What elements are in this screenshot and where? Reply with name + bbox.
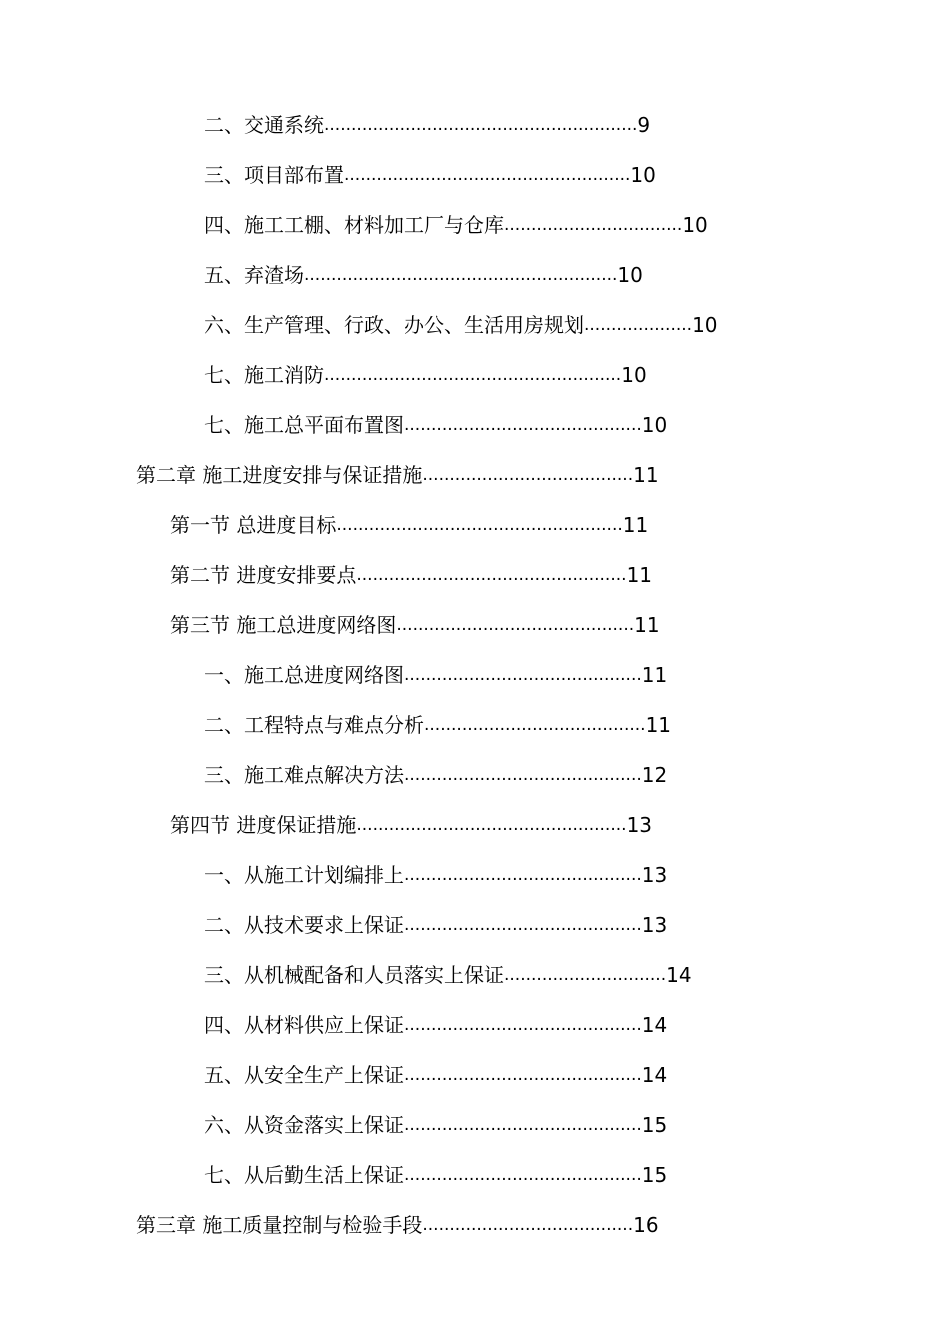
toc-entry[interactable] — [204, 360, 647, 390]
toc-entry-page: 11 — [634, 613, 660, 637]
toc-entry[interactable] — [136, 1210, 659, 1240]
toc-entry[interactable] — [204, 160, 656, 190]
toc-entry[interactable] — [136, 460, 659, 490]
toc-entry-page: 10 — [630, 163, 656, 187]
toc-entry-title: 四、施工工棚、材料加工厂与仓库 — [204, 213, 504, 237]
toc-entry-title: 二、交通系统 — [204, 113, 324, 137]
toc-entry-page: 15 — [641, 1113, 668, 1137]
dot-leader: .......................................................... — [304, 265, 618, 285]
toc-entry-page: 10 — [692, 313, 718, 337]
toc-entry-page: 9 — [637, 113, 651, 137]
toc-entry-page: 16 — [633, 1213, 659, 1237]
toc-entry-title: 七、从后勤生活上保证 — [204, 1163, 404, 1187]
toc-entry-page: 10 — [617, 263, 643, 287]
toc-entry-title: 三、从机械配备和人员落实上保证 — [204, 963, 504, 987]
toc-entry-page: 12 — [641, 763, 668, 787]
toc-entry-page: 13 — [641, 863, 668, 887]
toc-entry[interactable] — [204, 110, 650, 140]
toc-entry[interactable] — [204, 760, 667, 790]
toc-entry-page: 13 — [626, 813, 653, 837]
dot-leader: ............................................ — [404, 1065, 642, 1085]
toc-entry[interactable] — [170, 560, 652, 590]
toc-entry-title: 第一节 总进度目标 — [170, 513, 337, 537]
toc-entry-title: 六、生产管理、行政、办公、生活用房规划 — [204, 313, 584, 337]
toc-entry-title: 第四节 进度保证措施 — [170, 813, 357, 837]
toc-entry[interactable] — [204, 960, 692, 990]
toc-entry-title: 五、弃渣场 — [204, 263, 304, 287]
toc-entry-page: 10 — [621, 363, 647, 387]
toc-entry[interactable] — [204, 310, 718, 340]
toc-entry-page: 10 — [641, 413, 668, 437]
toc-entry[interactable] — [204, 260, 643, 290]
dot-leader: ............................................ — [396, 615, 635, 635]
toc-entry[interactable] — [204, 660, 667, 690]
toc-entry-title: 三、项目部布置 — [204, 163, 344, 187]
toc-entry-title: 六、从资金落实上保证 — [204, 1113, 404, 1137]
toc-entry-title: 二、从技术要求上保证 — [204, 913, 404, 937]
toc-entry-page: 14 — [666, 963, 692, 987]
toc-entry-page: 11 — [622, 513, 649, 537]
toc-entry[interactable] — [170, 510, 648, 540]
toc-entry-page: 11 — [645, 713, 672, 737]
dot-leader: ....................................... — [422, 465, 634, 485]
toc-entry-title: 第三节 施工总进度网络图 — [170, 613, 397, 637]
dot-leader: ............................................ — [404, 415, 642, 435]
toc-entry[interactable] — [204, 1010, 667, 1040]
dot-leader: ..................................................... — [336, 515, 623, 535]
dot-leader: .................................................. — [356, 815, 627, 835]
toc-entry-title: 七、施工总平面布置图 — [204, 413, 404, 437]
toc-entry[interactable] — [204, 860, 667, 890]
dot-leader: ............................................ — [404, 1115, 642, 1135]
toc-entry[interactable] — [170, 810, 652, 840]
toc-entry-title: 四、从材料供应上保证 — [204, 1013, 404, 1037]
toc-entry[interactable] — [204, 1060, 667, 1090]
dot-leader: .................................................. — [356, 565, 627, 585]
toc-entry[interactable] — [204, 1160, 667, 1190]
dot-leader: ............................................ — [404, 665, 642, 685]
toc-entry-title: 一、从施工计划编排上 — [204, 863, 404, 887]
toc-entry-page: 10 — [682, 213, 708, 237]
toc-entry-title: 五、从安全生产上保证 — [204, 1063, 404, 1087]
toc-entry-page: 13 — [641, 913, 668, 937]
toc-entry[interactable] — [204, 410, 667, 440]
dot-leader: ............................................ — [404, 915, 642, 935]
dot-leader: ............................................ — [404, 865, 642, 885]
toc-entry-page: 14 — [641, 1063, 668, 1087]
toc-entry[interactable] — [204, 210, 708, 240]
dot-leader: ....................................... — [422, 1215, 634, 1235]
dot-leader: ............................................ — [404, 1015, 642, 1035]
toc-entry-title: 第二节 进度安排要点 — [170, 563, 357, 587]
toc-entry-page: 15 — [641, 1163, 668, 1187]
toc-entry-page: 11 — [633, 463, 659, 487]
dot-leader: ............................................ — [404, 1165, 642, 1185]
toc-entry-title: 一、施工总进度网络图 — [204, 663, 404, 687]
toc-entry-page: 11 — [641, 663, 668, 687]
dot-leader: ..................................................... — [344, 165, 631, 185]
dot-leader: ....................................................... — [324, 365, 622, 385]
toc-entry-title: 二、工程特点与难点分析 — [204, 713, 424, 737]
dot-leader: ................................. — [504, 215, 683, 235]
toc-entry[interactable] — [204, 910, 667, 940]
dot-leader: .............................. — [504, 965, 667, 985]
dot-leader: .................... — [584, 315, 693, 335]
toc-entry-page: 11 — [626, 563, 653, 587]
toc-entry-title: 第三章 施工质量控制与检验手段 — [136, 1213, 423, 1237]
toc-entry[interactable] — [170, 610, 660, 640]
toc-entry-title: 三、施工难点解决方法 — [204, 763, 404, 787]
dot-leader: .......................................................... — [324, 115, 638, 135]
toc-entry-title: 七、施工消防 — [204, 363, 324, 387]
toc-entry[interactable] — [204, 1110, 667, 1140]
dot-leader: ............................................ — [404, 765, 642, 785]
toc-entry-title: 第二章 施工进度安排与保证措施 — [136, 463, 423, 487]
toc-entry-page: 14 — [641, 1013, 668, 1037]
dot-leader: ......................................... — [424, 715, 646, 735]
toc-entry[interactable] — [204, 710, 671, 740]
